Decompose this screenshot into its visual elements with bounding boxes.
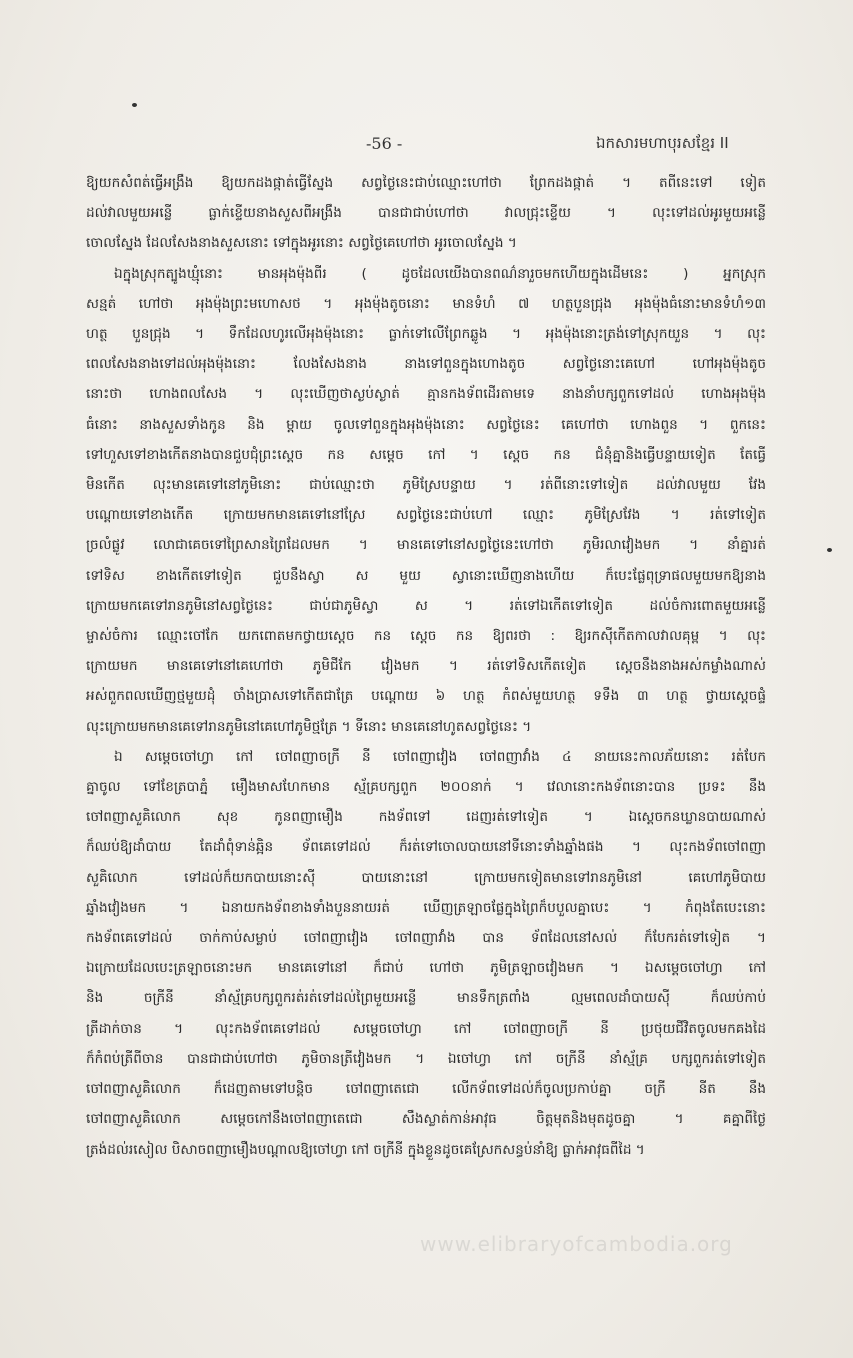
text-line: ច្រលំផ្លូវ លោជាគេចទៅព្រៃសានព្រៃដែលមក ។ មានគេទៅនៅសព្វថ្ងៃនេះហៅថា ភូមិរលាវៀងមក ។ នាំគ្នារត់ — [86, 537, 766, 554]
text-line: ត្រង់ដល់រសៀល បិសាចពញាមឿងបណ្តាលឱ្យចៅហ្វា កៅ ចក្រីនី ក្នុងខ្លួនដូចគេស្រែកសន្ធប់នាំឱ្យ ធ្លាក់អាវុធពីដៃ ។ — [86, 1141, 645, 1158]
scan-speck — [827, 548, 832, 552]
text-line: សន្មត់ ហៅថា អុងម៉ុងព្រះមហោសថ ។ អុងម៉ុងតូចនោះ មានទំហំ ៧ ហត្ថបួនជ្រុង អុងម៉ុងធំនោះមានទំហំ១៣ — [86, 295, 766, 312]
text-line: និង ចក្រីនី នាំស្ម័គ្របក្សពួករត់រត់ទៅដល់ព្រៃមួយអន្លើ មានទឹកត្រពាំង ល្មមពេលដាំបាយស៊ី ក៏ឈប់កាប់ — [86, 990, 766, 1007]
text-line: អស់ពួកពលឃើញថ្មមួយដុំ ចាំងប្រាសទៅកើតជាត្រែ បណ្តោយ ៦ ហត្ថ កំពស់មួយហត្ថ ទទឹង ៣ ហត្ថ ថ្វាយស្តេចផ្ទំ — [86, 688, 766, 705]
text-line: ចៅពញាសួគិលោក សុខ កូនពញាមឿង កងទ័ពទៅ ដេញរត់ទៅទៀត ។ ឯស្តេចកនឃ្លានបាយណាស់ — [86, 809, 766, 826]
text-line: ទៅហួសទៅខាងកើតនាងបានជួបជុំព្រះស្តេច កន សម្តេច កៅ ។ ស្តេច កន ជំនុំគ្នានិងធ្វើបន្ទាយទៀត តែធ្វើ — [86, 446, 766, 463]
text-line: ឱ្យយកសំពត់ធ្វើអង្រឹង ឱ្យយកដងផ្កាត់ធ្វើស្នែង សព្វថ្ងៃនេះជាប់ឈ្មោះហៅថា ព្រែកដងផ្កាត់ ។ តពីនេះទៅ ទៀត — [86, 175, 766, 191]
text-line: ម្ចាស់ចំការ ឈ្មោះចៅកែ យកពោតមកថ្វាយស្តេច កន ស្តេច កន ឱ្យពរថា : ឱ្យរកស៊ីកើតកាលវាលគុម្ព ។ លុះ — [86, 628, 766, 645]
body-text — [86, 168, 766, 1278]
page-number: -56 - — [366, 134, 403, 153]
text-line: ក៏ឈប់ឱ្យដាំបាយ តែដាំពុំទាន់ឆ្អិន ទ័ពគេទៅដល់ ក៏រត់ទៅចោលបាយនៅទីនោះទាំងឆ្នាំងផង ។ លុះកងទ័ពចៅពញា — [86, 839, 766, 856]
text-line: ចៅពញាសួគិលោក ក៏ដេញតាមទៅបន្តិច ចៅពញាតេជោ លើកទ័ពទៅដល់ក៏ចូលប្រកាប់គ្នា ចក្រី នីត នឹង — [86, 1081, 766, 1098]
text-line: គ្នាចូល ទៅខែត្របាភ្នំ មឿងមាសហែកមាន ស្ម័គ្របក្សពួក ២០០នាក់ ។ វេលានោះកងទ័ពនោះបាន ប្រទះ នឹង — [86, 779, 766, 796]
watermark: www.elibraryofcambodia.org — [420, 1232, 733, 1256]
text-line: លុះក្រោយមកមានគេទៅរានភូមិនៅគេហៅភូមិថ្មត្រែ ។ ទីនោះ មានគេនៅហូតសព្វថ្ងៃនេះ ។ — [86, 718, 532, 735]
text-line: ដល់វាលមួយអន្លើ ធ្លាក់ខ្ទើយនាងសួសពីអង្រឹង បានជាជាប់ហៅថា វាលជ្រុះខ្ទើយ ។ លុះទៅដល់អូរមួយអន្លើ — [86, 205, 766, 222]
text-line: បណ្តោយទៅខាងកើត ក្រោយមកមានគេទៅនៅស្រែ សព្វថ្ងៃនេះជាប់ហៅ ឈ្មោះ ភូមិស្រែវែង ។ រត់ទៅទៀត — [86, 507, 766, 524]
text-line: ក្រោយមកគេទៅរានភូមិនៅសព្វថ្ងៃនេះ ជាប់ជាភូមិស្វា ស ។ រត់ទៅឯកើតទៅទៀត ដល់ចំការពោតមួយអន្លើ — [86, 597, 766, 614]
text-line: ក្រោយមក មានគេទៅនៅគេហៅថា ភូមិជីកែ វៀងមក ។ រត់ទៅទិសកើតទៀត ស្តេចនឹងនាងអស់កម្លាំងណាស់ — [86, 658, 766, 675]
paragraph — [86, 259, 766, 742]
text-line: មិនកើត លុះមានគេទៅនៅភូមិនោះ ជាប់ឈ្មោះថា ភូមិស្រែបន្ទាយ ។ រត់ពីនោះទៅទៀត ដល់វាលមួយ វែង — [86, 477, 766, 494]
text-line: ឯ សម្តេចចៅហ្វា កៅ ចៅពញាចក្រី នី ចៅពញាវៀង ចៅពញាវាំង ៤ នាយនេះកាលភ័យនោះ រត់បែក — [114, 748, 766, 765]
text-line: កងទ័ពគេទៅដល់ ចាក់កាប់សម្លាប់ ចៅពញាវៀង ចៅពញាវាំង បាន ទ័ពដែលនៅសល់ ក៏បែករត់ទៅទៀត ។ — [86, 930, 766, 947]
paragraph — [86, 742, 766, 1165]
text-line: សួគិលោក ទៅដល់ក៏យកបាយនោះស៊ី បាយនោះនៅ ក្រោយមកទៀតមានទៅរានភូមិនៅ គេហៅភូមិបាយ — [86, 869, 766, 886]
text-line: នោះថា ហោងពលសែង ។ លុះឃើញថាស្ងប់ស្ងាត់ គ្មានកងទ័ពដើរតាមទេ នាងនាំបក្សពួកទៅដល់ ហោងអុងម៉ុង — [86, 386, 766, 403]
text-line: ឯក្រោយដែលបេះត្រឡាចនោះមក មានគេទៅនៅ ក៏ជាប់ ហៅថា ភូមិត្រឡាចវៀងមក ។ ឯសម្តេចចៅហ្វា កៅ — [86, 960, 766, 977]
text-line: ចោលស្នែង ដែលសែងនាងសួសនោះ ទៅក្នុងអូរនោះ សព្វថ្ងៃគេហៅថា អូរចោលស្នែង ។ — [86, 235, 517, 252]
text-line: ឯក្នុងស្រុកត្បូងឃ្មុំនោះ មានអុងម៉ុងពីរ ( ដូចដែលយើងបានពណ៌នារួចមកហើយក្នុងដើមនេះ ) អ្នកស្រុក — [114, 265, 766, 282]
text-line: ឆ្នាំងវៀងមក ។ ឯនាយកងទ័ពខាងទាំងបួននាយរត់ ឃើញត្រឡាចផ្លែក្នុងព្រៃក៏បបួលគ្នាបេះ ។ កំពុងតែបេះនោះ — [86, 899, 766, 916]
text-line: ពេលសែងនាងទៅដល់អុងម៉ុងនោះ លែងសែងនាង នាងទៅពួនក្នុងហោងតូច សព្វថ្ងៃនោះគេហៅ ហៅអុងម៉ុងតូច — [86, 356, 766, 373]
text-line: ត្រីដាក់ចាន ។ លុះកងទ័ពគេទៅដល់ សម្តេចចៅហ្វា កៅ ចៅពញាចក្រី នី ប្រថុយជីវិតចូលមកគងដៃ — [86, 1020, 766, 1037]
page-header — [0, 134, 853, 158]
paragraph — [86, 168, 766, 259]
text-line: ធំនោះ នាងសួសទាំងកូន និង ម្តាយ ចូលទៅពួនក្នុងអុងម៉ុងនោះ សព្វថ្ងៃនេះ គេហៅថា ហោងពួន ។ ពួកនេះ — [86, 416, 766, 433]
text-line: ក៏កំពប់ត្រីពីចាន បានជាជាប់ហៅថា ភូមិចានត្រីវៀងមក ។ ឯចៅហ្វា កៅ ចក្រីនី នាំស្ម័គ្រ បក្សពួករត់ទៅទៀត — [86, 1050, 766, 1067]
running-title: ឯកសារមហាបុរសខ្មែរ II — [596, 134, 729, 152]
text-line: ហត្ថ បួនជ្រុង ។ ទឹកដែលហូរលើអុងម៉ុងនោះ ធ្លាក់ទៅលើព្រែកឆ្លូង ។ អុងម៉ុងនោះត្រង់ទៅស្រុកយួន ។ លុះ — [86, 326, 766, 343]
scan-speck — [132, 103, 137, 107]
text-line: ទៅទិស ខាងកើតទៅទៀត ជួបនឹងស្វា ស មួយ ស្វានោះឃើញនាងហើយ ក៏បេះផ្លែពុទ្រាផលមួយមកឱ្យនាង — [86, 567, 766, 584]
text-line: ចៅពញាសួគិលោក សម្តេចកៅនឹងចៅពញាតេជោ សឹងស្លាត់កាន់អាវុធ ចិត្តមុតនិងមុតដូចគ្នា ។ គគ្នាពីថ្ងៃ — [86, 1111, 766, 1128]
